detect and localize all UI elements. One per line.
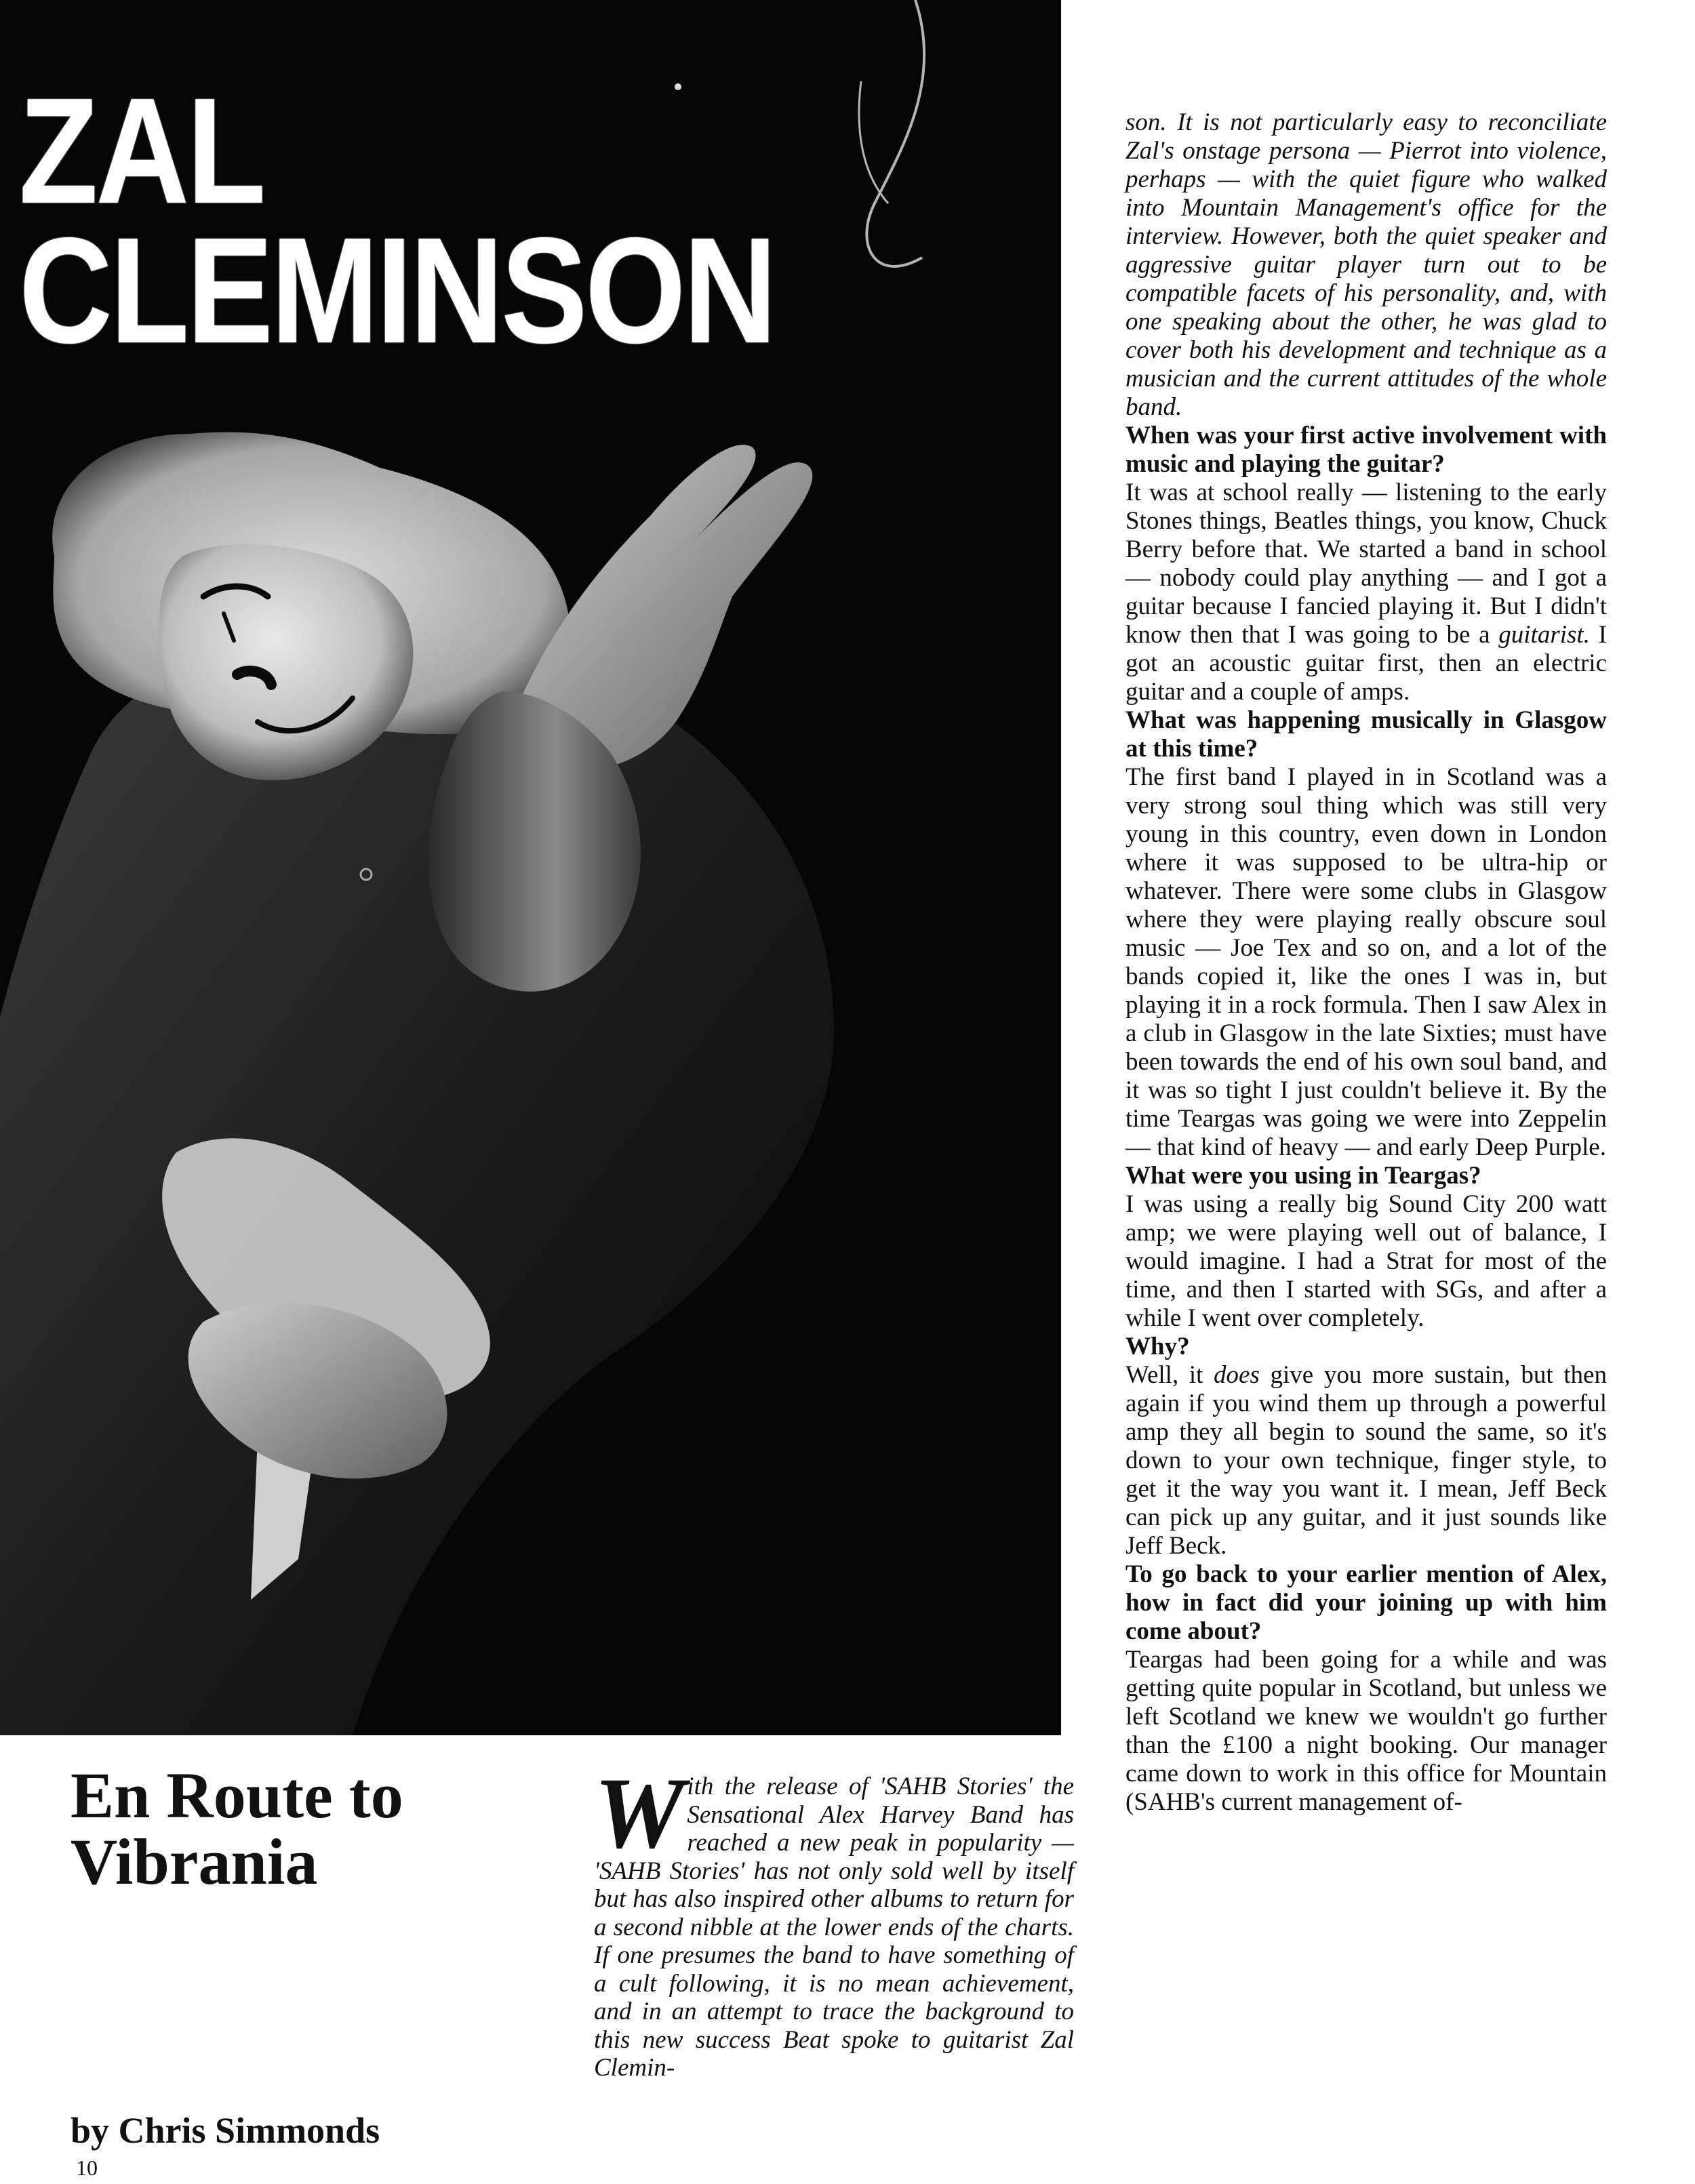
drop-cap: W xyxy=(594,1757,685,1869)
lead-continuation: son. It is not particularly easy to reconciliate Zal's onstage persona — Pierrot into violence, perhaps — with the quiet figure who walked into Mountain Management's office for the interview. However, both the quiet speaker and aggressive guitar player turn out to be compatible facets of his personality, and, with one speaking about the other, he was glad to cover both his development and technique as a musician and the current attitudes of the whole band. xyxy=(1125,108,1607,421)
answer-5: Teargas had been going for a while and was getting quite popular in Scotland, but unless we left Scotland we knew we wouldn't go further than the £100 a night booking. Our manager came down to work in this office for Mountain (SAHB's current management of- xyxy=(1125,1646,1607,1816)
answer-4-text-a: Well, it xyxy=(1125,1361,1214,1389)
answer-4-text-b: give you more sustain, but then again if you wind them up through a powerful amp they all begin to sound the same, so it's down to your own technique, finger style, to get it the way you want it. I mean, Jeff Beck can pick up any guitar, and it just sounds like Jeff Beck. xyxy=(1125,1361,1607,1560)
headline-line-1: ZAL xyxy=(19,67,264,235)
question-3: What were you using in Teargas? xyxy=(1125,1162,1481,1190)
answer-1 xyxy=(1125,479,1607,706)
answer-2: The first band I played in in Scotland was a very strong soul thing which was still very young in this country, even down in London where it was supposed to be ultra-hip or whatever. There were some clubs in Glasgow where they were playing really obscure soul music — Joe Tex and so on, and a lot of the bands copied it, like the ones I was in, but playing it in a rock formula. Then I saw Alex in a club in Glasgow in the late Sixties; must have been towards the end of his own soul band, and it was so tight I just couldn't believe it. By the time Teargas was going we were into Zeppelin — that kind of heavy — and early Deep Purple. xyxy=(1125,763,1607,1161)
question-2: What was happening musically in Glasgow at this time? xyxy=(1125,706,1607,763)
answer-1-text-b: I got an acoustic guitar first, then an electric guitar and a couple of amps. xyxy=(1125,621,1608,706)
answer-1-emphasis: guitarist. xyxy=(1498,621,1590,649)
question-5: To go back to your earlier mention of Alex, how in fact did your joining up with him come about? xyxy=(1125,1560,1607,1645)
jacket xyxy=(0,622,834,1735)
headline-line-2: CLEMINSON xyxy=(19,207,775,376)
intro-paragraph xyxy=(594,1757,1074,2082)
byline: by Chris Simmonds xyxy=(71,2110,380,2151)
question-4: Why? xyxy=(1125,1333,1190,1360)
answer-4-emphasis: does xyxy=(1214,1361,1260,1389)
cover-photo xyxy=(0,0,1061,1735)
subtitle-line-2: Vibrania xyxy=(71,1825,318,1898)
subtitle-line-1: En Route to xyxy=(71,1759,403,1832)
article-subtitle xyxy=(71,1759,403,1898)
cable xyxy=(859,0,924,266)
answer-1-text-a: It was at school really — listening to the early Stones things, Beatles things, you know, Chuck Berry before that. We started a band in school — nobody could play anything — and I got a guitar because I fancied playing it. But I didn't know then that I was going to be a xyxy=(1125,479,1607,649)
answer-4 xyxy=(1125,1361,1607,1560)
question-1: When was your first active involvement with music and playing the guitar? xyxy=(1125,422,1607,478)
page-number: 10 xyxy=(76,2156,98,2180)
headline xyxy=(19,67,775,376)
article-column-right xyxy=(1125,108,1607,1817)
answer-3: I was using a really big Sound City 200 watt amp; we were playing well out of balance, I would imagine. I had a Strat for most of the time, and then I started with SGs, and after a while I went over completely. xyxy=(1125,1190,1607,1332)
intro-text: ith the release of 'SAHB Stories' the Sensational Alex Harvey Band has reached a new peak in popularity — 'SAHB Stories' has not only sold well by itself but has also inspired other albums to return for a second nibble at the lower ends of the charts. If one presumes the band to have something of a cult following, it is no mean achievement, and in an attempt to trace the background to this new success Beat spoke to guitarist Zal Clemin- xyxy=(594,1773,1074,2082)
